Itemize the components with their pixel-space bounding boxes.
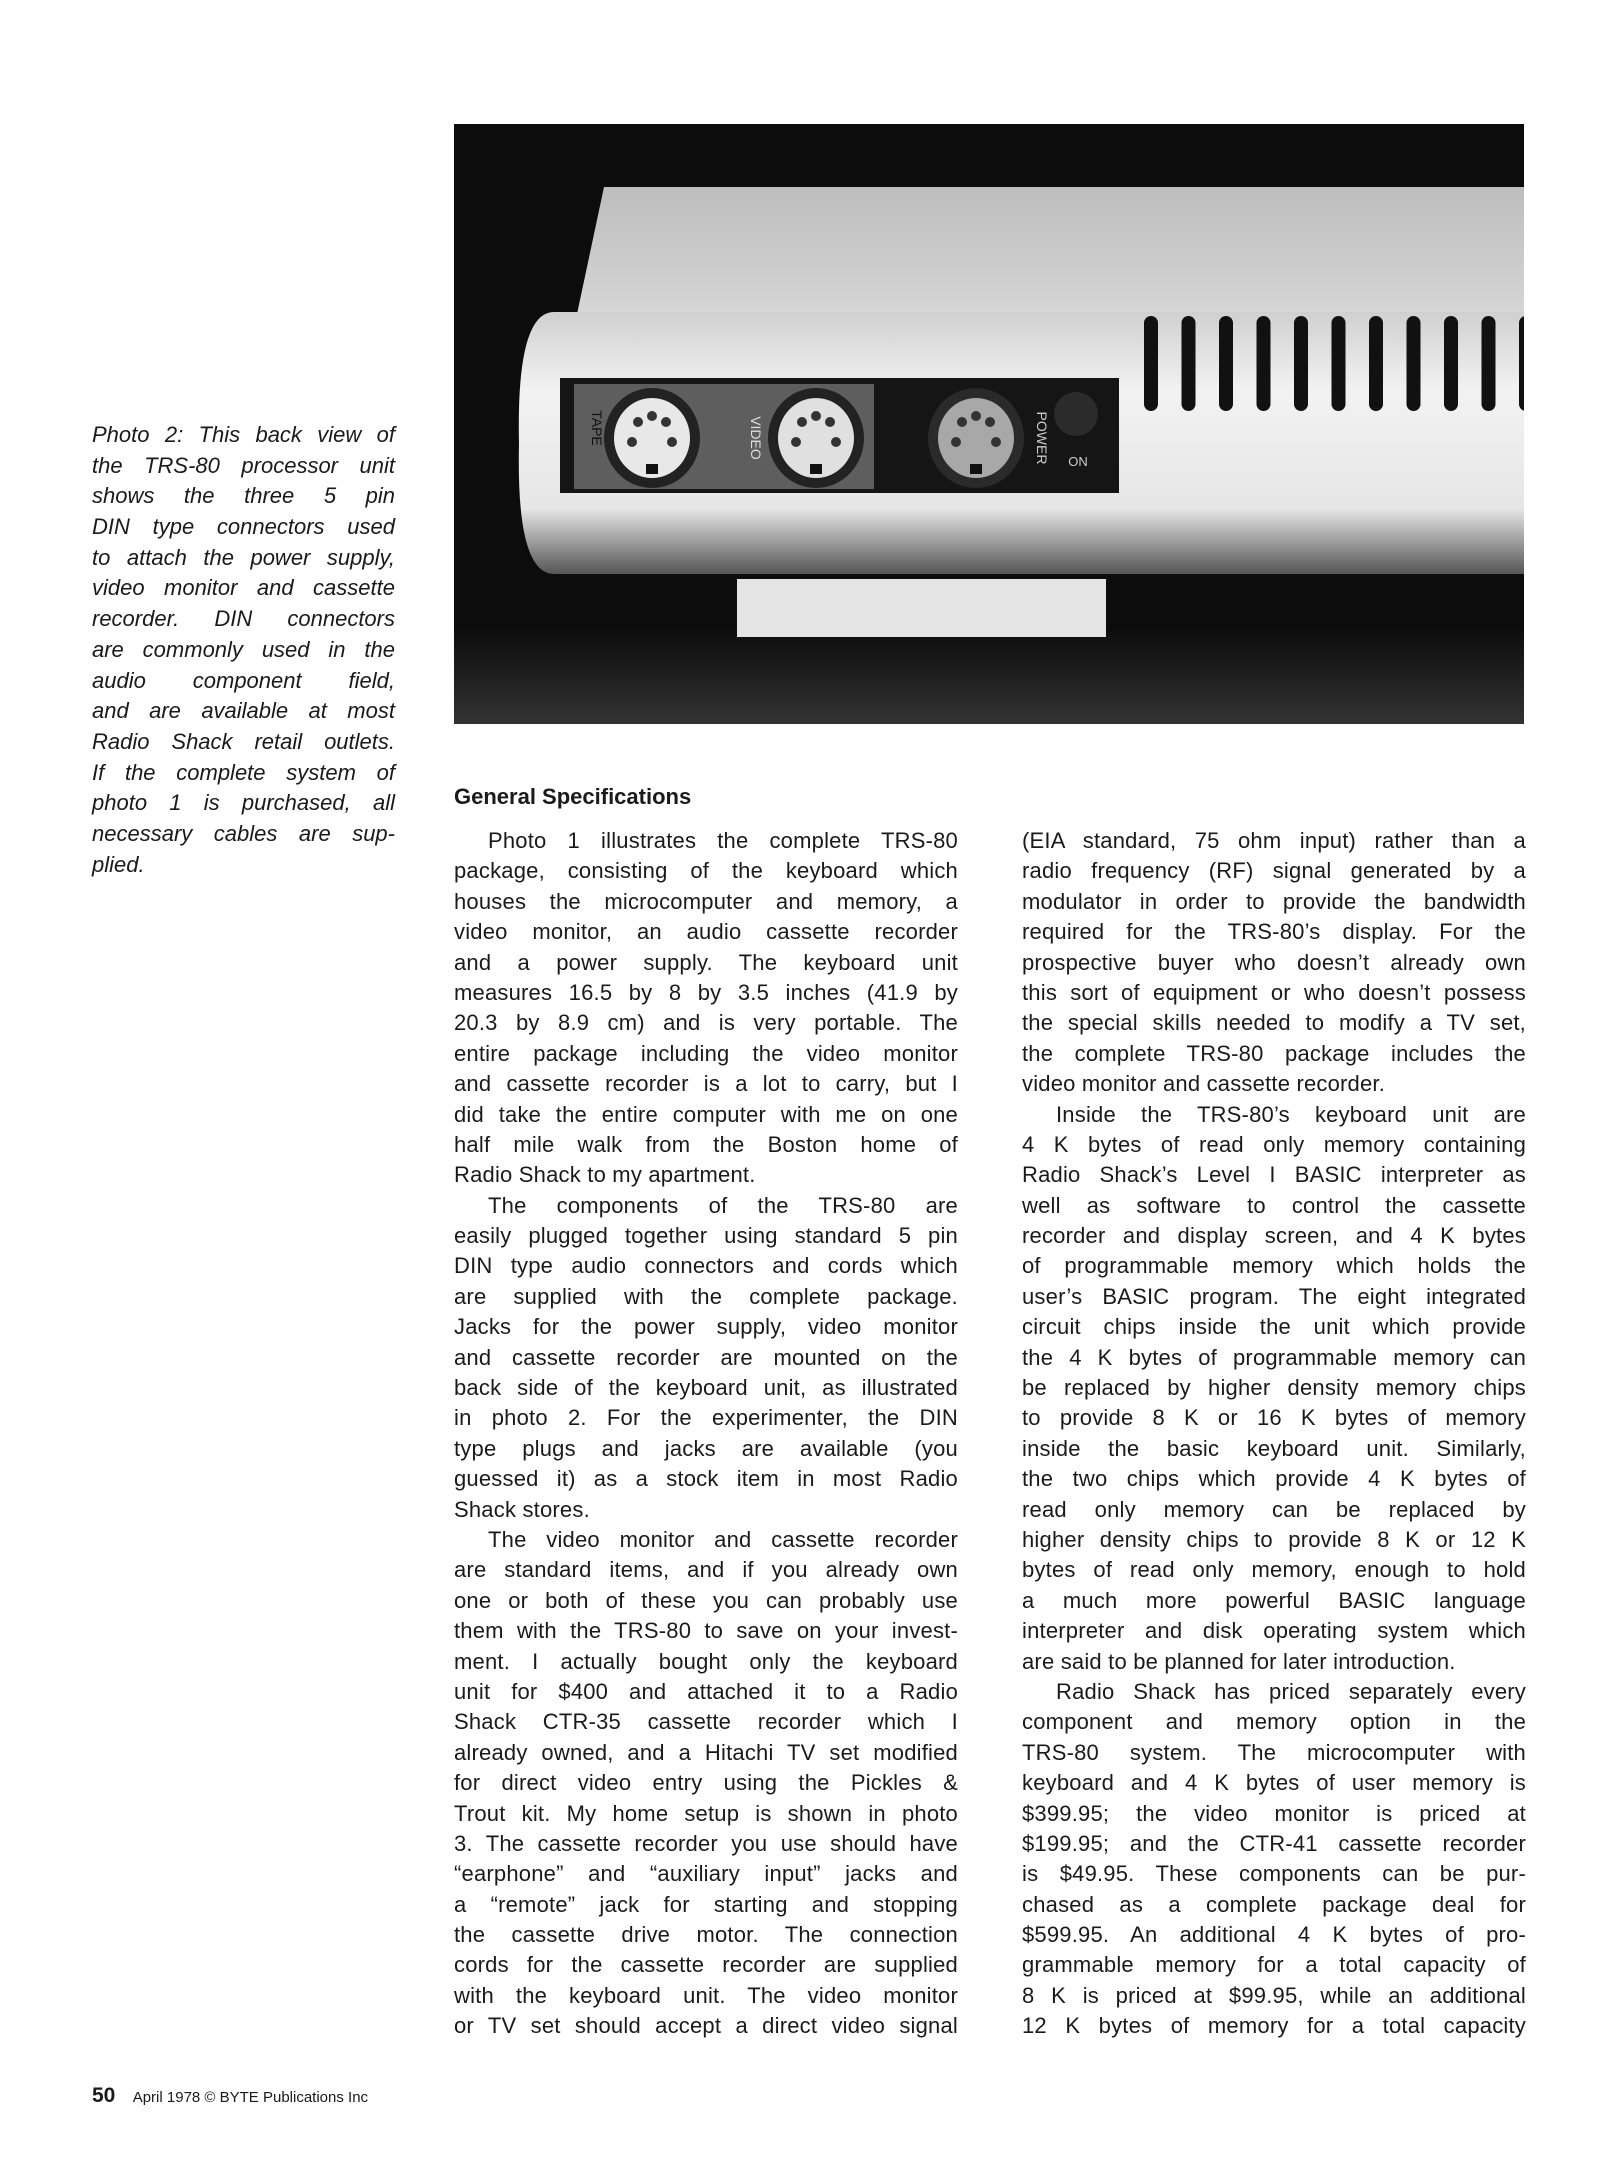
text-line: cords for the cassette recorder are supplied <box>454 1952 958 1978</box>
vent-slot <box>1519 316 1524 411</box>
caption-line: and are available at most <box>92 698 395 724</box>
text-line: did take the entire computer with me on one <box>454 1101 958 1127</box>
text-line: to provide 8 K or 16 K bytes of memory <box>1022 1405 1526 1431</box>
text-line: 20.3 by 8.9 cm) and is very portable. The <box>454 1010 958 1036</box>
text-line: are supplied with the complete package. <box>454 1283 958 1309</box>
text-line: Radio Shack has priced separately every <box>1056 1678 1526 1704</box>
text-line: chased as a complete package deal for <box>1022 1891 1526 1917</box>
text-line: Photo 1 illustrates the complete TRS-80 <box>488 828 958 853</box>
caption-line: Radio Shack retail outlets. <box>92 728 395 754</box>
text-line: Inside the TRS-80’s keyboard unit are <box>1056 1101 1526 1127</box>
text-line: user’s BASIC program. The eight integrated <box>1022 1283 1526 1309</box>
caption-line: shows the three 5 pin <box>92 483 395 509</box>
caption-line: plied. <box>92 851 145 877</box>
vent-slot <box>1332 316 1346 411</box>
caption-line: Photo 2: This back view of <box>92 422 395 447</box>
text-line: are standard items, and if you already own <box>454 1557 958 1583</box>
text-line: is $49.95. These components can be pur- <box>1022 1861 1526 1887</box>
din-connector-tape <box>604 388 700 488</box>
text-line: half mile walk from the Boston home of <box>454 1131 958 1157</box>
footer-credit: April 1978 © BYTE Publications Inc <box>132 2089 369 2106</box>
text-line: or TV set should accept a direct video signal <box>454 2013 958 2039</box>
caption-line: audio component field, <box>92 667 395 693</box>
text-line: of programmable memory which holds the <box>1022 1253 1526 1279</box>
text-line: a much more powerful BASIC language <box>1022 1587 1526 1613</box>
text-line: 3. The cassette recorder you use should have <box>454 1830 958 1856</box>
text-column-2 <box>1022 826 1526 2042</box>
photo-trs80-back-view <box>454 124 1524 724</box>
text-line: required for the TRS-80’s display. For the <box>1022 919 1526 945</box>
text-line: inside the basic keyboard unit. Similarly, <box>1022 1435 1526 1461</box>
text-line: component and memory option in the <box>1022 1709 1526 1735</box>
vent-slot <box>1407 316 1421 411</box>
text-line: one or both of these you can probably use <box>454 1587 958 1613</box>
label-tape: TAPE <box>589 410 605 446</box>
din-connector-power <box>928 388 1024 488</box>
text-line: The video monitor and cassette recorder <box>488 1526 958 1552</box>
text-line: recorder and display screen, and 4 K bytes <box>1022 1223 1526 1249</box>
text-line: $599.95. An additional 4 K bytes of pro- <box>1022 1922 1526 1948</box>
case-top <box>577 187 1524 314</box>
caption-line: the TRS-80 processor unit <box>92 452 395 478</box>
text-line: radio frequency (RF) signal generated by a <box>1022 858 1526 884</box>
text-line: the complete TRS-80 package includes the <box>1022 1040 1526 1066</box>
text-line: houses the microcomputer and memory, a <box>454 888 958 914</box>
text-line: package, consisting of the keyboard which <box>454 858 958 884</box>
text-line: interpreter and disk operating system which <box>1022 1618 1526 1644</box>
text-line: in photo 2. For the experimenter, the DIN <box>454 1405 958 1431</box>
text-line: read only memory can be replaced by <box>1022 1496 1526 1522</box>
text-line: 8 K is priced at $99.95, while an additional <box>1022 1982 1526 2008</box>
caption-line: necessary cables are sup- <box>92 820 395 846</box>
text-line: keyboard and 4 K bytes of user memory is <box>1022 1770 1526 1796</box>
case-foot <box>737 579 1106 637</box>
text-line: for direct video entry using the Pickles & <box>454 1770 958 1796</box>
text-line: TRS-80 system. The microcomputer with <box>1022 1739 1526 1765</box>
vent-slot <box>1257 316 1271 411</box>
vent-slot <box>1144 316 1158 411</box>
section-heading: General Specifications <box>454 784 692 809</box>
text-line: circuit chips inside the unit which provide <box>1022 1314 1526 1340</box>
vent-slot <box>1219 316 1233 411</box>
text-line: measures 16.5 by 8 by 3.5 inches (41.9 by <box>454 979 958 1005</box>
text-line: be replaced by higher density memory chips <box>1022 1375 1526 1401</box>
caption-line: video monitor and cassette <box>92 575 395 601</box>
text-line: (EIA standard, 75 ohm input) rather than a <box>1022 828 1526 853</box>
text-line: the two chips which provide 4 K bytes of <box>1022 1466 1526 1492</box>
caption-line: recorder. DIN connectors <box>92 606 395 632</box>
text-line: Radio Shack’s Level I BASIC interpreter as <box>1022 1162 1526 1188</box>
text-line: bytes of read only memory, enough to hold <box>1022 1557 1526 1583</box>
text-line: with the keyboard unit. The video monitor <box>454 1982 958 2008</box>
text-line: Jacks for the power supply, video monitor <box>454 1314 958 1340</box>
vent-slot <box>1444 316 1458 411</box>
page-footer <box>92 2084 368 2108</box>
text-line: unit for $400 and attached it to a Radio <box>454 1678 958 1704</box>
text-line: Shack CTR-35 cassette recorder which I <box>454 1709 958 1735</box>
text-line: 4 K bytes of read only memory containing <box>1022 1131 1526 1157</box>
text-line: them with the TRS-80 to save on your invest- <box>454 1618 958 1644</box>
text-line: grammable memory for a total capacity of <box>1022 1952 1526 1978</box>
text-line: this sort of equipment or who doesn’t possess <box>1022 979 1526 1005</box>
text-line: well as software to control the cassette <box>1022 1192 1526 1218</box>
label-on: ON <box>1068 454 1088 469</box>
text-line: 12 K bytes of memory for a total capacity <box>1022 2013 1526 2039</box>
caption-line: DIN type connectors used <box>92 514 395 540</box>
text-line: prospective buyer who doesn’t already own <box>1022 949 1526 975</box>
vent-slot <box>1294 316 1308 411</box>
text-line: $399.95; the video monitor is priced at <box>1022 1800 1526 1826</box>
photo-illustration <box>454 124 1524 724</box>
vent-slot <box>1182 316 1196 411</box>
text-line: the cassette drive motor. The connection <box>454 1922 958 1948</box>
caption-line: If the complete system of <box>92 759 395 785</box>
din-connector-video <box>768 388 864 488</box>
text-line: higher density chips to provide 8 K or 12 K <box>1022 1526 1526 1552</box>
text-line: a “remote” jack for starting and stopping <box>454 1891 958 1917</box>
text-line: easily plugged together using standard 5 pin <box>454 1223 958 1249</box>
text-line: type plugs and jacks are available (you <box>454 1435 958 1461</box>
text-line: Radio Shack to my apartment. <box>454 1162 756 1188</box>
text-line: video monitor and cassette recorder. <box>1022 1071 1386 1097</box>
text-line: entire package including the video monitor <box>454 1040 958 1066</box>
text-line: and cassette recorder is a lot to carry, but I <box>454 1071 958 1097</box>
text-line: and cassette recorder are mounted on the <box>454 1344 958 1370</box>
text-line: DIN type audio connectors and cords which <box>454 1253 958 1279</box>
text-column-1 <box>454 826 958 2042</box>
text-line: back side of the keyboard unit, as illustrated <box>454 1375 958 1401</box>
label-video: VIDEO <box>748 416 764 460</box>
power-switch <box>1054 392 1098 436</box>
text-line: $199.95; and the CTR-41 cassette recorder <box>1022 1830 1526 1856</box>
vent-slot <box>1369 316 1383 411</box>
text-line: modulator in order to provide the bandwidth <box>1022 888 1526 914</box>
vent-slot <box>1482 316 1496 411</box>
caption-line: to attach the power supply, <box>92 544 395 570</box>
text-line: Shack stores. <box>454 1496 590 1522</box>
text-line: ment. I actually bought only the keyboard <box>454 1648 958 1674</box>
caption-line: are commonly used in the <box>92 636 395 662</box>
text-line: “earphone” and “auxiliary input” jacks and <box>454 1861 958 1887</box>
label-power: POWER <box>1034 411 1050 465</box>
page-number: 50 <box>92 2084 116 2107</box>
text-line: the 4 K bytes of programmable memory can <box>1022 1344 1526 1370</box>
text-line: Trout kit. My home setup is shown in photo <box>454 1800 958 1826</box>
text-line: already owned, and a Hitachi TV set modified <box>454 1739 958 1765</box>
text-line: The components of the TRS-80 are <box>488 1192 958 1218</box>
caption-line: photo 1 is purchased, all <box>92 790 395 816</box>
text-line: are said to be planned for later introduction. <box>1022 1648 1456 1674</box>
text-line: video monitor, an audio cassette recorder <box>454 919 958 945</box>
text-line: and a power supply. The keyboard unit <box>454 949 958 975</box>
text-line: guessed it) as a stock item in most Radio <box>454 1466 958 1492</box>
text-line: the special skills needed to modify a TV set, <box>1022 1010 1526 1036</box>
photo-caption <box>92 420 395 880</box>
